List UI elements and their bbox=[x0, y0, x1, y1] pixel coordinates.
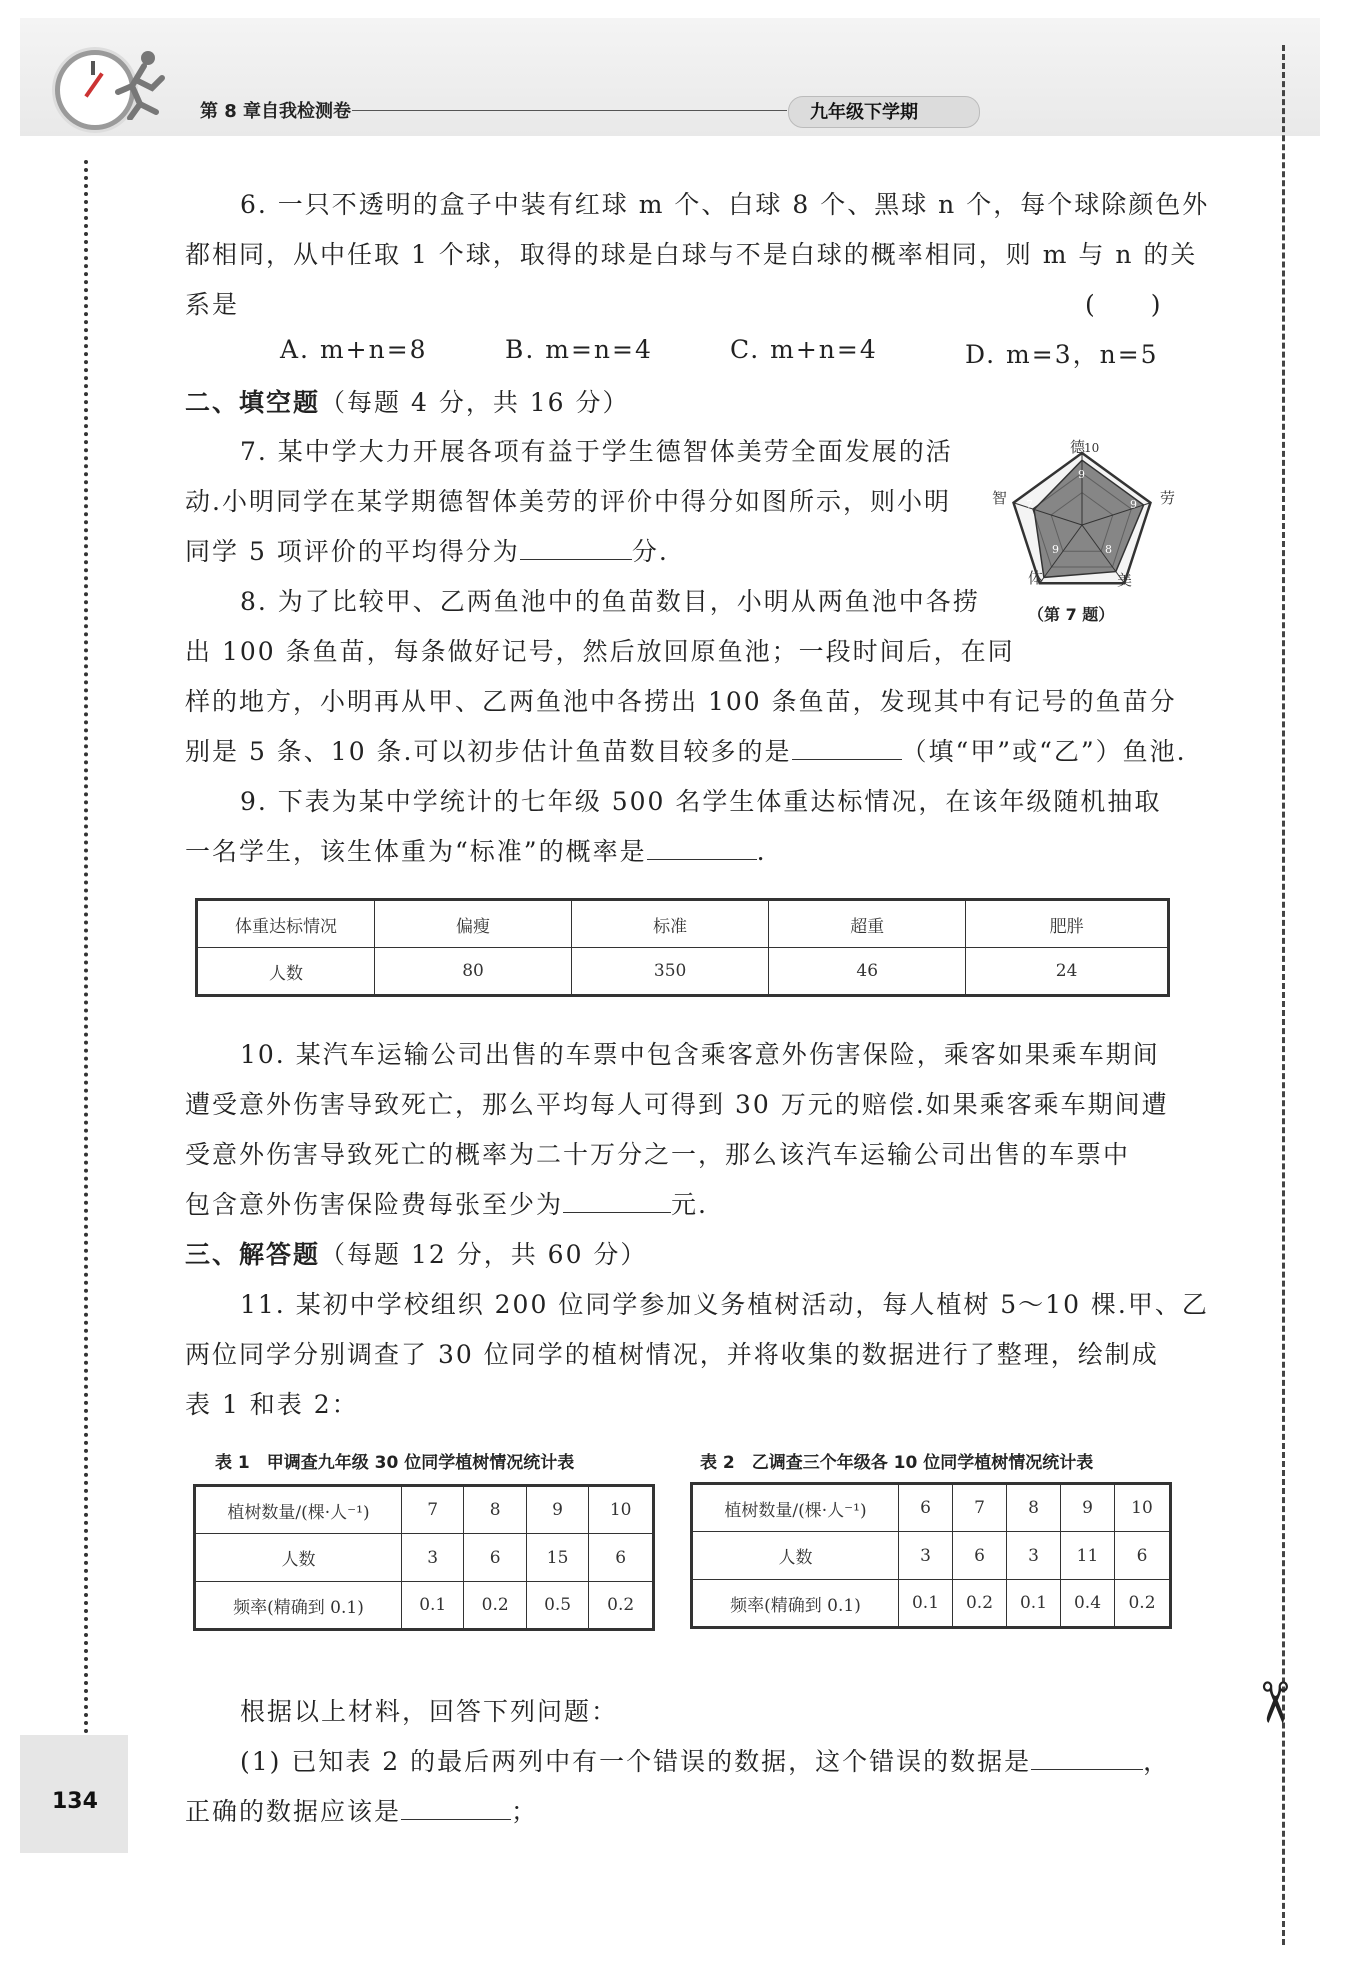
weight-table-cell: 350 bbox=[572, 948, 769, 996]
table2-row bbox=[692, 1580, 1171, 1628]
q7-line3 bbox=[185, 532, 669, 568]
table1-cell: 6 bbox=[589, 1534, 654, 1582]
section3-title: 三、解答题 bbox=[185, 1240, 321, 1269]
section3-note: （每题 12 分，共 60 分） bbox=[320, 1240, 648, 1269]
q11-sub2-pre: 正确的数据应该是 bbox=[185, 1797, 402, 1826]
binding-dots bbox=[84, 160, 88, 1735]
table2-cell: 0.2 bbox=[953, 1580, 1007, 1628]
table2-caption: 表 2 乙调查三个年级各 10 位同学植树情况统计表 bbox=[700, 1453, 1094, 1473]
radar-score-mei: 8 bbox=[1105, 543, 1112, 556]
grade-label: 九年级下学期 bbox=[810, 102, 918, 123]
q7-answer-blank[interactable] bbox=[520, 558, 632, 560]
chapter-title: 第 8 章自我检测卷 bbox=[200, 101, 352, 122]
weight-table-cell: 24 bbox=[966, 948, 1169, 996]
table2-cell: 9 bbox=[1061, 1484, 1115, 1532]
weight-table-header-row bbox=[197, 900, 1169, 948]
table2-cell: 3 bbox=[899, 1532, 953, 1580]
radar-score-ti: 9 bbox=[1052, 543, 1059, 556]
table1-cell: 频率(精确到 0.1) bbox=[195, 1582, 402, 1630]
q6-option-d: D. m=3，n=5 bbox=[965, 340, 1159, 369]
table2-cell: 0.2 bbox=[1115, 1580, 1171, 1628]
scissors-icon: ✂ bbox=[1240, 1679, 1306, 1726]
q9-line2-post: . bbox=[756, 837, 767, 866]
q6-line3: 系是 bbox=[185, 290, 240, 319]
radar-label-zhi: 智 bbox=[992, 489, 1008, 507]
table1-cell: 8 bbox=[464, 1486, 526, 1534]
weight-table-header: 偏瘦 bbox=[375, 900, 572, 948]
table2-cell: 6 bbox=[953, 1532, 1007, 1580]
q11-intro: 根据以上材料，回答下列问题： bbox=[240, 1697, 619, 1726]
table1-cell: 9 bbox=[526, 1486, 588, 1534]
q11-sub1-post: ， bbox=[1143, 1747, 1171, 1776]
q10-line4 bbox=[185, 1185, 708, 1221]
q6-option-c: C. m+n=4 bbox=[730, 335, 878, 364]
radar-score-de: 9 bbox=[1078, 468, 1085, 481]
q9-line2 bbox=[185, 832, 767, 868]
q9-line1: 9. 下表为某中学统计的七年级 500 名学生体重达标情况，在该年级随机抽取 bbox=[240, 787, 1162, 816]
table1-cell: 植树数量/(棵·人⁻¹) bbox=[195, 1486, 402, 1534]
weight-table-row bbox=[197, 948, 1169, 996]
radar-label-mei: 美 bbox=[1117, 571, 1133, 589]
table1-row bbox=[195, 1486, 654, 1534]
table1-cell: 0.5 bbox=[526, 1582, 588, 1630]
section2-note: （每题 4 分，共 16 分） bbox=[320, 388, 630, 417]
weight-table-header: 标准 bbox=[572, 900, 769, 948]
radar-label-ti: 体 bbox=[1028, 569, 1044, 587]
weight-table-header: 超重 bbox=[769, 900, 966, 948]
table1-row bbox=[195, 1582, 654, 1630]
radar-label-lao: 劳 bbox=[1160, 489, 1176, 507]
table1-cell: 3 bbox=[402, 1534, 464, 1582]
q6-option-b: B. m=n=4 bbox=[505, 335, 653, 364]
table2-cell: 植树数量/(棵·人⁻¹) bbox=[692, 1484, 899, 1532]
q10-line3: 受意外伤害导致死亡的概率为二十万分之一，那么该汽车运输公司出售的车票中 bbox=[185, 1140, 1131, 1169]
table1-cell: 0.1 bbox=[402, 1582, 464, 1630]
table1-cell: 人数 bbox=[195, 1534, 402, 1582]
q7-line1: 7. 某中学大力开展各项有益于学生德智体美劳全面发展的活 bbox=[240, 437, 953, 466]
q8-line4-pre: 别是 5 条、10 条.可以初步估计鱼苗数目较多的是 bbox=[185, 737, 792, 766]
q6-option-a: A. m+n=8 bbox=[280, 335, 428, 364]
q6-line1: 6. 一只不透明的盒子中装有红球 m 个、白球 8 个、黑球 n 个，每个球除颜色外 bbox=[240, 190, 1210, 219]
section3-heading bbox=[185, 1235, 647, 1271]
section2-heading bbox=[185, 383, 630, 419]
q11-line1: 11. 某初中学校组织 200 位同学参加义务植树活动，每人植树 5～10 棵.甲、乙 bbox=[240, 1290, 1209, 1319]
radar-label-de: 德 bbox=[1070, 438, 1086, 456]
weight-table-cell: 80 bbox=[375, 948, 572, 996]
weight-table-header: 肥胖 bbox=[966, 900, 1169, 948]
q11-sub1-pre: (1) 已知表 2 的最后两列中有一个错误的数据，这个错误的数据是 bbox=[240, 1747, 1032, 1776]
q11-sub1-answer-blank[interactable] bbox=[1031, 1768, 1143, 1770]
table2-cell: 0.4 bbox=[1061, 1580, 1115, 1628]
table2-cell: 6 bbox=[899, 1484, 953, 1532]
q8-line1: 8. 为了比较甲、乙两鱼池中的鱼苗数目，小明从两鱼池中各捞 bbox=[240, 587, 980, 616]
q10-line2: 遭受意外伤害导致死亡，那么平均每人可得到 30 万元的赔偿.如果乘客乘车期间遭 bbox=[185, 1090, 1169, 1119]
table1 bbox=[193, 1484, 655, 1631]
q11-sub2 bbox=[185, 1792, 538, 1828]
table2-cell: 0.1 bbox=[1007, 1580, 1061, 1628]
q7-line2: 动.小明同学在某学期德智体美劳的评价中得分如图所示，则小明 bbox=[185, 487, 951, 516]
table2-cell: 0.1 bbox=[899, 1580, 953, 1628]
table1-cell: 6 bbox=[464, 1534, 526, 1582]
q8-line3: 样的地方，小明再从甲、乙两鱼池中各捞出 100 条鱼苗，发现其中有记号的鱼苗分 bbox=[185, 687, 1177, 716]
table2-cell: 10 bbox=[1115, 1484, 1171, 1532]
weight-table bbox=[195, 898, 1170, 997]
q11-sub2-answer-blank[interactable] bbox=[401, 1818, 511, 1820]
table1-cell: 0.2 bbox=[464, 1582, 526, 1630]
section2-title: 二、填空题 bbox=[185, 388, 321, 417]
weight-table-cell: 46 bbox=[769, 948, 966, 996]
cut-line bbox=[1282, 45, 1285, 1945]
q10-answer-blank[interactable] bbox=[563, 1211, 671, 1213]
table2 bbox=[690, 1482, 1172, 1629]
q8-line4-post: （填“甲”或“乙”）鱼池. bbox=[901, 737, 1187, 766]
table2-cell: 6 bbox=[1115, 1532, 1171, 1580]
weight-table-cell: 人数 bbox=[197, 948, 375, 996]
table2-cell: 8 bbox=[1007, 1484, 1061, 1532]
q6-line2: 都相同，从中任取 1 个球，取得的球是白球与不是白球的概率相同，则 m 与 n 的关 bbox=[185, 240, 1198, 269]
table1-cell: 0.2 bbox=[589, 1582, 654, 1630]
table2-cell: 3 bbox=[1007, 1532, 1061, 1580]
q11-sub2-post: ； bbox=[511, 1797, 539, 1826]
table2-cell: 7 bbox=[953, 1484, 1007, 1532]
radar-score-zhi: 7 bbox=[1026, 498, 1033, 511]
q11-line3: 表 1 和表 2： bbox=[185, 1390, 359, 1419]
q9-line2-pre: 一名学生，该生体重为“标准”的概率是 bbox=[185, 837, 647, 866]
q10-line4-pre: 包含意外伤害保险费每张至少为 bbox=[185, 1190, 564, 1219]
table1-cell: 10 bbox=[589, 1486, 654, 1534]
q8-line2: 出 100 条鱼苗，每条做好记号，然后放回原鱼池；一段时间后，在同 bbox=[185, 637, 1015, 666]
q10-line4-post: 元. bbox=[671, 1190, 708, 1219]
weight-table-header: 体重达标情况 bbox=[197, 900, 375, 948]
q7-line3-post: 分. bbox=[631, 537, 669, 566]
q8-answer-blank[interactable] bbox=[792, 758, 902, 760]
page-number: 134 bbox=[52, 1789, 98, 1814]
q7-line3-pre: 同学 5 项评价的平均得分为 bbox=[185, 537, 520, 566]
q10-line1: 10. 某汽车运输公司出售的车票中包含乘客意外伤害保险，乘客如果乘车期间 bbox=[240, 1040, 1160, 1069]
table1-caption: 表 1 甲调查九年级 30 位同学植树情况统计表 bbox=[215, 1453, 575, 1473]
q8-line4 bbox=[185, 732, 1187, 768]
q11-line2: 两位同学分别调查了 30 位同学的植树情况，并将收集的数据进行了整理，绘制成 bbox=[185, 1340, 1159, 1369]
table2-row bbox=[692, 1532, 1171, 1580]
table2-row bbox=[692, 1484, 1171, 1532]
q9-answer-blank[interactable] bbox=[647, 858, 757, 860]
runner-logo-icon bbox=[110, 48, 170, 120]
q11-sub1 bbox=[240, 1742, 1170, 1778]
table2-cell: 人数 bbox=[692, 1532, 899, 1580]
table1-row bbox=[195, 1534, 654, 1582]
table2-cell: 频率(精确到 0.1) bbox=[692, 1580, 899, 1628]
radar-max-label: 10 bbox=[1084, 441, 1100, 455]
table1-cell: 15 bbox=[526, 1534, 588, 1582]
header-divider bbox=[352, 110, 787, 111]
radar-score-lao: 9 bbox=[1130, 498, 1137, 511]
radar-caption: （第 7 题） bbox=[1028, 605, 1115, 624]
q6-answer-paren: ( ) bbox=[1085, 290, 1163, 319]
table2-cell: 11 bbox=[1061, 1532, 1115, 1580]
table1-cell: 7 bbox=[402, 1486, 464, 1534]
radar-chart bbox=[990, 430, 1180, 630]
